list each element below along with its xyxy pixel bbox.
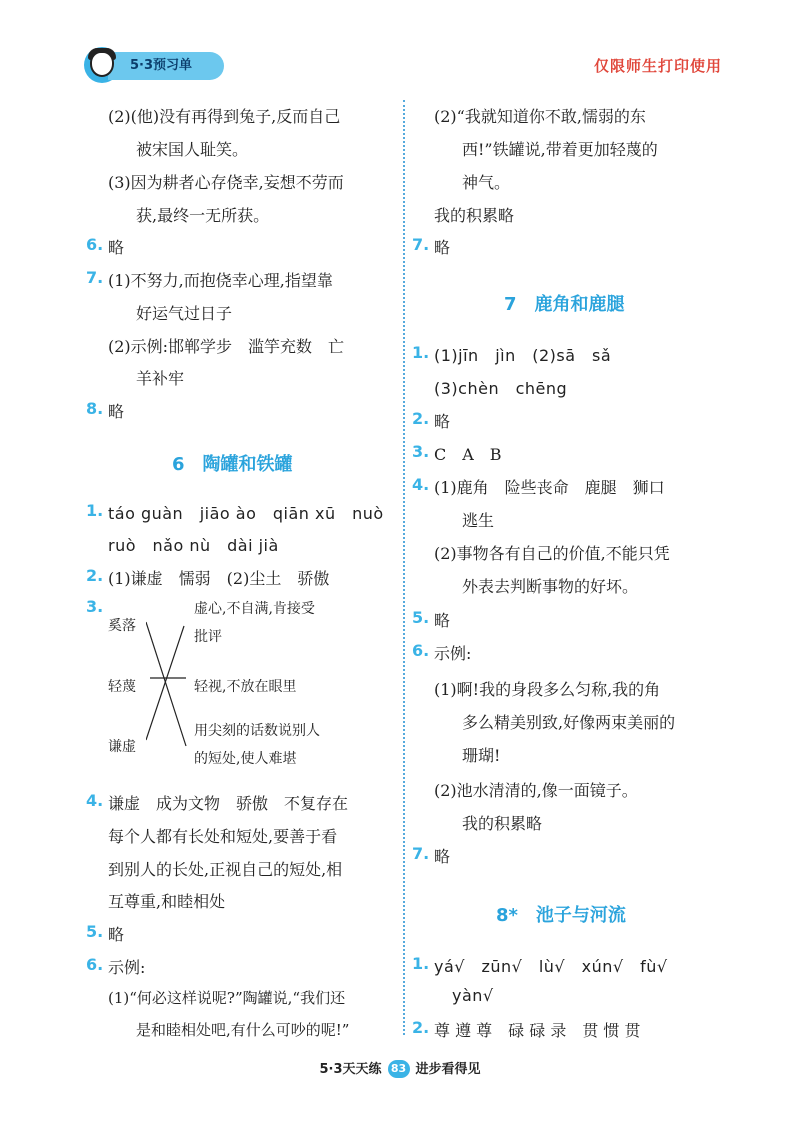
match-left-word: 谦虚 bbox=[108, 739, 136, 755]
answer-line: 略 bbox=[434, 412, 451, 431]
answer-line: 多么精美别致,好像两束美丽的 bbox=[462, 713, 676, 732]
question-number: 8. bbox=[86, 399, 104, 418]
answer-line: 获,最终一无所获。 bbox=[136, 206, 270, 225]
answer-line: (3)因为耕者心存侥幸,妄想不劳而 bbox=[108, 173, 344, 192]
match-right-definition: 用尖刻的话数说别人 bbox=[194, 723, 320, 739]
answer-line: 我的积累略 bbox=[462, 814, 543, 833]
mascot-face-icon bbox=[90, 51, 114, 77]
answer-line: 珊瑚! bbox=[462, 746, 501, 765]
answer-line: 略 bbox=[434, 238, 451, 257]
question-number: 7. bbox=[86, 268, 104, 287]
page-header bbox=[0, 0, 800, 90]
answer-line: 西!”铁罐说,带着更加轻蔑的 bbox=[462, 140, 658, 159]
answer-line: (1)谦虚 懦弱 (2)尘土 骄傲 bbox=[108, 569, 330, 588]
question-number: 3. bbox=[86, 597, 104, 616]
match-right-definition: 虚心,不自满,肯接受 bbox=[194, 601, 315, 617]
answer-line: 略 bbox=[434, 847, 451, 866]
question-number: 2. bbox=[412, 1018, 430, 1037]
brand-label: 5·3预习单 bbox=[108, 52, 224, 80]
answer-line: 每个人都有长处和短处,要善于看 bbox=[108, 827, 338, 846]
match-right-definition: 的短处,使人难堪 bbox=[194, 751, 297, 767]
answer-line: C A B bbox=[434, 445, 502, 464]
answer-line: 被宋国人耻笑。 bbox=[136, 140, 249, 159]
question-number: 5. bbox=[86, 922, 104, 941]
answer-line: (2)“我就知道你不敢,懦弱的东 bbox=[434, 107, 646, 126]
answer-line: 神气。 bbox=[462, 173, 511, 192]
print-notice: 仅限师生打印使用 bbox=[593, 57, 722, 75]
answer-line: 示例: bbox=[108, 958, 146, 977]
pinyin-answer: (1)jīn jìn (2)sā sǎ bbox=[434, 346, 612, 365]
question-number: 2. bbox=[86, 566, 104, 585]
pinyin-answer: (3)chèn chēng bbox=[434, 379, 568, 398]
answer-line: 我的积累略 bbox=[434, 206, 515, 225]
answer-line: 示例: bbox=[434, 644, 472, 663]
column-divider bbox=[403, 100, 405, 1035]
match-right-definition: 轻视,不放在眼里 bbox=[194, 679, 297, 695]
answer-line: 略 bbox=[108, 925, 125, 944]
pinyin-answer: ruò nǎo nù dài jià bbox=[108, 536, 279, 555]
answer-line: (2)池水清清的,像一面镜子。 bbox=[434, 781, 638, 800]
pinyin-answer: táo guàn jiāo ào qiān xū nuò bbox=[108, 504, 384, 523]
answer-line: 尊 遵 尊 碌 碌 录 贯 惯 贯 bbox=[434, 1021, 641, 1040]
answer-line: 逃生 bbox=[462, 511, 495, 530]
question-number: 3. bbox=[412, 442, 430, 461]
answer-line: (2)事物各有自己的价值,不能只凭 bbox=[434, 544, 670, 563]
answer-line: (1)不努力,而抱侥幸心理,指望靠 bbox=[108, 271, 333, 290]
question-number: 7. bbox=[412, 235, 430, 254]
answer-line: 是和睦相处吧,有什么可吵的呢!” bbox=[136, 1021, 350, 1039]
section-title-6: 6 陶罐和铁罐 bbox=[172, 454, 293, 475]
match-left-word: 奚落 bbox=[108, 618, 136, 634]
question-number: 1. bbox=[412, 954, 430, 973]
section-title-8: 8* 池子与河流 bbox=[496, 905, 626, 926]
section-title-7: 7 鹿角和鹿腿 bbox=[504, 294, 625, 315]
answer-line: 略 bbox=[434, 611, 451, 630]
answer-line: 互尊重,和睦相处 bbox=[108, 892, 226, 911]
question-number: 5. bbox=[412, 608, 430, 627]
answer-line: 略 bbox=[108, 238, 125, 257]
footer-series: 5·3天天练 bbox=[319, 1061, 382, 1077]
question-number: 4. bbox=[86, 791, 104, 810]
question-number: 6. bbox=[86, 955, 104, 974]
question-number: 7. bbox=[412, 844, 430, 863]
question-number: 1. bbox=[412, 343, 430, 362]
footer-slogan: 进步看得见 bbox=[415, 1061, 481, 1077]
match-right-definition: 批评 bbox=[194, 629, 222, 645]
answer-line: 羊补牢 bbox=[136, 369, 185, 388]
pinyin-answer: yá√ zūn√ lù√ xún√ fù√ bbox=[434, 957, 668, 976]
question-number: 6. bbox=[86, 235, 104, 254]
answer-line: (1)“何必这样说呢?”陶罐说,“我们还 bbox=[108, 989, 346, 1007]
question-number: 1. bbox=[86, 501, 104, 520]
answer-line: (1)鹿角 险些丧命 鹿腿 狮口 bbox=[434, 478, 665, 497]
answer-line: (1)啊!我的身段多么匀称,我的角 bbox=[434, 680, 661, 699]
answer-line: (2)示例:邯郸学步 滥竽充数 亡 bbox=[108, 337, 345, 356]
match-line bbox=[146, 622, 186, 746]
question-number: 2. bbox=[412, 409, 430, 428]
answer-line: 到别人的长处,正视自己的短处,相 bbox=[108, 860, 343, 879]
answer-line: 谦虚 成为文物 骄傲 不复存在 bbox=[108, 794, 349, 813]
match-left-word: 轻蔑 bbox=[108, 679, 136, 695]
question-number: 4. bbox=[412, 475, 430, 494]
answer-line: 外表去判断事物的好坏。 bbox=[462, 577, 639, 596]
page-number: 83 bbox=[388, 1060, 410, 1078]
answer-line: 好运气过日子 bbox=[136, 304, 233, 323]
answer-line: 略 bbox=[108, 402, 125, 421]
pinyin-answer: yàn√ bbox=[452, 986, 494, 1005]
page-footer bbox=[0, 1058, 800, 1079]
question-number: 6. bbox=[412, 641, 430, 660]
answer-line: (2)(他)没有再得到兔子,反而自己 bbox=[108, 107, 341, 126]
